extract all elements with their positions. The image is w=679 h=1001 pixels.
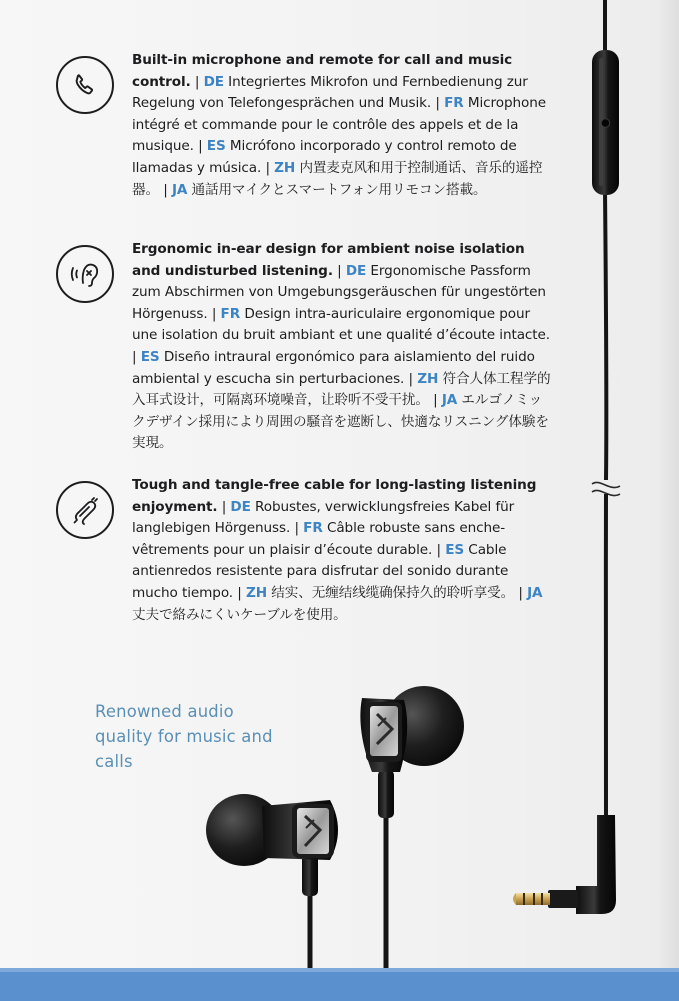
noise-isolation-ear-icon — [56, 245, 114, 303]
lang-text-ja: 丈夫で絡みにくいケーブルを使用。 — [132, 606, 347, 623]
tangle-free-cable-icon — [56, 481, 114, 539]
lang-code-de: DE — [345, 262, 367, 279]
lang-text-ja: エルゴノミックデザイン採用により周囲の騒音を遮断し、快適なリスニング体験を実現。 — [132, 392, 549, 452]
feature-headline: Ergonomic in-ear design for ambient noise isolation and undisturbed listening. — [132, 241, 525, 279]
earbud-right — [360, 686, 464, 972]
feature-headline: Built-in microphone and remote for call and music control. — [132, 52, 513, 90]
earbud-left — [206, 794, 338, 972]
phone-icon — [56, 56, 114, 114]
lang-text-es: Diseño intraural ergonómico para aislamiento del ruido ambiental y escucha sin perturbaciones. — [132, 348, 535, 387]
lang-code-ja: JA — [441, 392, 458, 409]
lang-code-es: ES — [140, 348, 160, 365]
lang-text-ja: 通話用マイクとスマートフォン用リモコン搭載。 — [187, 181, 487, 198]
lang-code-fr: FR — [303, 520, 323, 537]
lang-code-zh: ZH — [274, 159, 296, 176]
lang-text-de: Robustes, verwicklungsfreies Kabel für langlebigen Hörgenuss. — [132, 498, 515, 537]
lang-text-es: Cable antienredos resistente para disfrutar del sonido durante mucho tiempo. — [132, 541, 509, 601]
inline-remote — [592, 50, 619, 195]
lang-code-de: DE — [203, 73, 224, 90]
feature-headline: Tough and tangle-free cable for long-lasting listening enjoyment. — [132, 477, 537, 515]
audio-plug — [513, 815, 616, 914]
tagline: Renowned audio quality for music and calls — [95, 702, 273, 771]
lang-text-de: Ergonomische Passform zum Abschirmen von Umgebungsgeräuschen für ungestörten Hörgenuss. — [132, 262, 546, 322]
lang-code-de: DE — [230, 498, 251, 515]
lang-text-es: Micrófono incorporado y control remoto de llamadas y música. — [132, 138, 517, 176]
lang-text-zh: 内置麦克风和用于控制通话、音乐的遥控器。 — [132, 159, 543, 198]
bottom-color-band — [0, 968, 679, 1001]
lang-code-ja: JA — [527, 584, 543, 601]
lang-code-zh: ZH — [417, 370, 439, 387]
lang-code-fr: FR — [444, 95, 464, 112]
lang-code-es: ES — [206, 138, 226, 155]
lang-code-zh: ZH — [245, 584, 268, 601]
lang-text-zh: 结实、无缠结线缆确保持久的聆听享受。 — [267, 584, 515, 601]
feature-description: Tough and tangle-free cable for long-lasting listening enjoyment. | DE Robustes, verwicklungsfreies Kabel für langlebigen Hörgenuss. | FR Câble robuste sans enchevêtrements pour un plaisir d’écoute durable. | ES Cable antienredos resistente para disfrutar del sonido durante mucho tiempo. | ZH 结实、无缠结线缆确保持久的聆听享受。 | JA 丈夫で絡みにくいケーブルを使用。 — [132, 477, 543, 623]
lang-text-fr: Câble robuste sans enchevêtrements pour un plaisir d’écoute durable. — [132, 520, 506, 558]
feature-description: Built-in microphone and remote for call and music control. | DE Integriertes Mikrofon und Fernbedienung zur Regelung von Telefongesprächen und Musik. | FR Microphone intégré et commande pour le contrôle des appels et de la musique. | ES Micrófono incorporado y control remoto de llamadas y música. | ZH 内置麦克风和用于控制通话、音乐的遥控器。 | JA 通話用マイクとスマートフォン用リモコン搭載。 — [132, 52, 547, 198]
lang-text-de: Integriertes Mikrofon und Fernbedienung zur Regelung von Telefongesprächen und Musik. — [132, 73, 528, 112]
lang-code-fr: FR — [220, 305, 241, 322]
lang-code-es: ES — [445, 541, 465, 558]
lang-text-fr: Microphone intégré et commande pour le contrôle des appels et de la musique. — [132, 95, 547, 155]
feature-description: Ergonomic in-ear design for ambient noise isolation and undisturbed listening. | DE Ergonomische Passform zum Abschirmen von Umgebungsgeräuschen für ungestörten Hörgenuss. | FR Design intra-auriculaire ergonomique pour une isolation du bruit ambiant et une qualité d’écoute intacte. | ES Diseño intraural ergonómico para aislamiento del ruido ambiental y escucha sin perturbaciones. | ZH 符合人体工程学的入耳式设计，可隔离环境噪音，让聆听不受干扰。 | JA エルゴノミックデザイン採用により周囲の騒音を遮断し、快適なリスニング体験を実現。 — [132, 241, 551, 452]
lang-code-ja: JA — [171, 181, 188, 198]
lang-text-zh: 符合人体工程学的入耳式设计，可隔离环境噪音，让聆听不受干扰。 — [132, 370, 551, 409]
lang-text-fr: Design intra-auriculaire ergonomique pour une isolation du bruit ambiant et une qualité d’écoute intacte. — [132, 305, 551, 344]
